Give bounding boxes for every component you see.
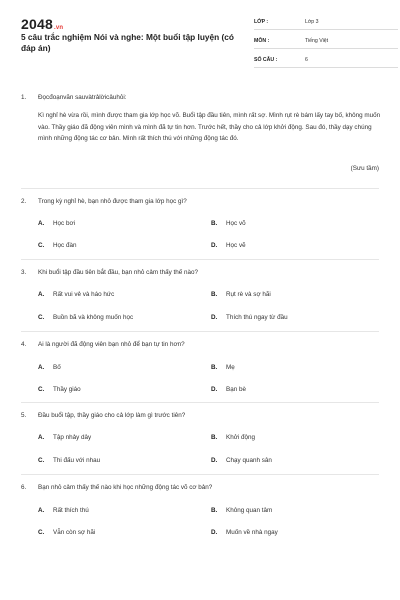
question-number: 6. [21,484,27,491]
question-stem: Bạn nhỏ cảm thấy thế nào khi học những động tác võ cơ bản? [38,484,213,491]
meta-key: LỚP : [254,19,269,25]
answer-option-d[interactable] [211,386,246,393]
option-text: Học võ [226,220,246,227]
option-text: Chạy quanh sân [226,457,272,464]
option-text: Tập nhảy dây [53,434,92,441]
option-letter: A. [38,291,45,298]
question-stem: Trong kỳ nghỉ hè, bạn nhỏ được tham gia lớp học gì? [38,198,187,205]
meta-key: SỐ CÂU : [254,57,278,63]
answer-option-b[interactable] [211,291,271,298]
option-letter: C. [38,242,45,249]
question-stem: Khi buổi tập đầu tiên bắt đầu, bạn nhỏ cảm thấy thế nào? [38,269,198,276]
worksheet-title: 5 câu trắc nghiệm Nói và nghe: Một buổi tập luyện (có đáp án) [21,32,234,53]
reading-passage: Kì nghỉ hè vừa rồi, mình được tham gia lớp học võ. Buổi tập đầu tiên, mình rất sợ. Mình rụt rè bám lấy tay bố, không muốn vào. Thầy giáo đã động viên mình và mình đã tự tin hơn. Trước hết, thầy cho cả lớp khởi động. Sau đó, thầy dạy chúng mình những động tác cơ bản. Mình rất thích thú với những động tác đó. [38,112,381,142]
option-text: Học vẽ [226,242,246,249]
question-4 [21,341,381,397]
answer-option-c[interactable] [38,457,100,464]
answer-option-b[interactable] [211,364,235,371]
answer-option-d[interactable] [211,529,278,536]
option-text: Rụt rè và sợ hãi [226,291,271,298]
option-letter: D. [211,242,218,249]
option-letter: D. [211,314,218,321]
answer-option-b[interactable] [211,434,255,441]
question-1 [21,94,381,184]
answer-option-c[interactable] [38,529,95,536]
meta-value: Tiếng Việt [305,38,329,44]
answer-option-c[interactable] [38,314,133,321]
question-stem: Ai là người đã động viên bạn nhỏ để bạn tự tin hơn? [38,341,185,348]
option-letter: C. [38,457,45,464]
meta-value: Lớp 3 [305,19,319,25]
question-number: 4. [21,341,27,348]
answer-option-d[interactable] [211,314,288,321]
answer-option-d[interactable] [211,242,246,249]
question-divider [21,402,379,403]
option-letter: C. [38,314,45,321]
question-5 [21,412,381,468]
option-letter: A. [38,220,45,227]
question-divider [21,474,379,475]
option-letter: B. [211,507,218,514]
option-letter: B. [211,364,218,371]
meta-row-grade [254,16,398,30]
answer-option-b[interactable] [211,220,246,227]
question-number: 5. [21,412,27,419]
answer-option-c[interactable] [38,242,76,249]
option-letter: C. [38,386,45,393]
meta-value: 6 [305,57,308,63]
question-number: 1. [21,94,27,101]
option-letter: A. [38,364,45,371]
question-2 [21,198,381,254]
question-divider [21,331,379,332]
option-letter: C. [38,529,45,536]
passage-source: (Sưu tầm) [350,165,379,172]
site-logo[interactable] [21,16,63,32]
question-divider [21,259,379,260]
question-stem: Đầu buổi tập, thầy giáo cho cả lớp làm gì trước tiên? [38,412,186,419]
option-letter: D. [211,457,218,464]
option-letter: A. [38,507,45,514]
option-text: Học bơi [53,220,75,227]
answer-option-a[interactable] [38,291,114,298]
question-number: 2. [21,198,27,205]
question-stem: Đọcđoạnvăn sauvàtrảlờicâuhỏi: [38,94,127,101]
option-text: Bạn bè [226,386,246,393]
question-divider [21,188,379,189]
option-text: Mẹ [226,364,235,371]
option-text: Không quan tâm [226,507,273,514]
question-3 [21,269,381,325]
option-letter: A. [38,434,45,441]
option-text: Thích thú ngay từ đầu [226,314,288,321]
answer-option-d[interactable] [211,457,272,464]
meta-row-question-count [254,54,398,68]
meta-row-subject [254,35,398,49]
answer-option-a[interactable] [38,507,89,514]
option-letter: B. [211,434,218,441]
answer-option-b[interactable] [211,507,272,514]
question-number: 3. [21,269,27,276]
answer-option-a[interactable] [38,220,75,227]
answer-option-c[interactable] [38,386,81,393]
option-text: Vẫn còn sợ hãi [53,529,96,536]
meta-key: MÔN : [254,38,270,44]
worksheet-meta [254,16,398,73]
worksheet-header [21,16,381,62]
answer-option-a[interactable] [38,364,61,371]
option-text: Rất vui vẻ và háo hức [53,291,115,298]
option-text: Thầy giáo [53,386,81,393]
option-text: Bố [53,364,61,371]
question-6 [21,484,381,540]
option-text: Khởi động [226,434,255,441]
option-text: Buồn bã và không muốn học [53,314,134,321]
logo-text: 2048 [21,16,53,32]
option-text: Muốn về nhà ngay [226,529,278,536]
option-text: Học đàn [53,242,77,249]
option-letter: B. [211,220,218,227]
option-letter: D. [211,529,218,536]
option-letter: B. [211,291,218,298]
option-text: Thi đấu với nhau [53,457,101,464]
option-text: Rất thích thú [53,507,89,514]
option-letter: D. [211,386,218,393]
logo-extension: .vn [53,25,64,31]
answer-option-a[interactable] [38,434,91,441]
